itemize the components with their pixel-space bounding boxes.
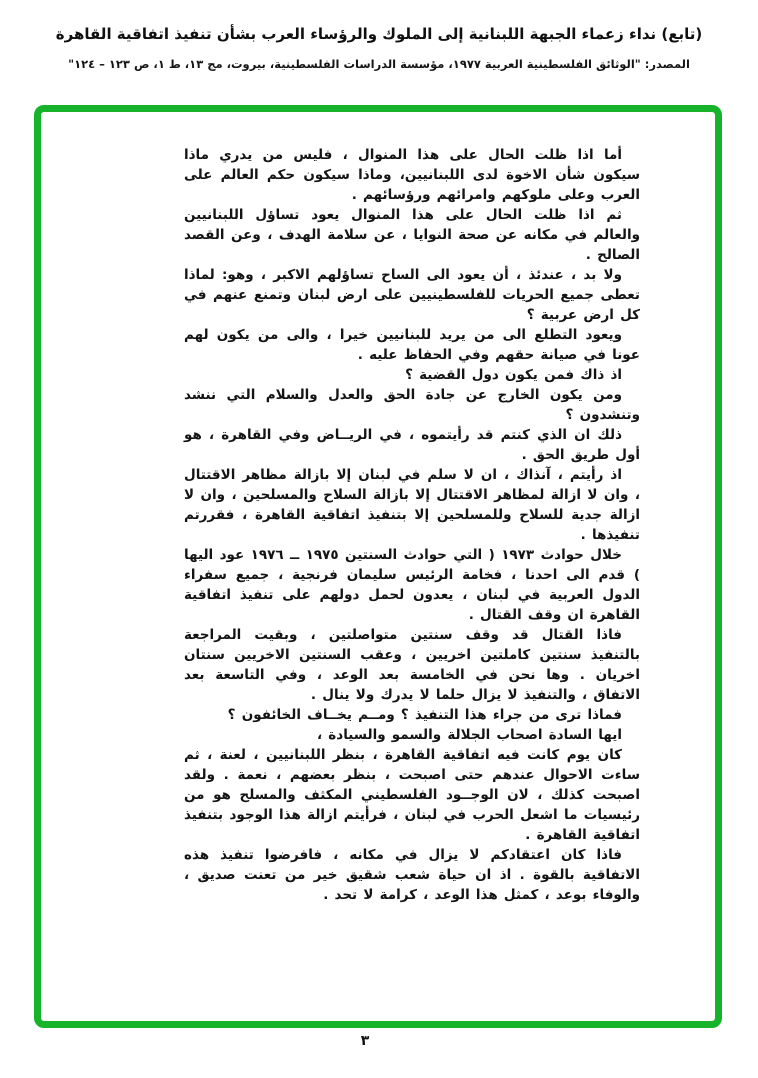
- paragraph: خلال حوادث ١٩٧٣ ( التي حوادث السنتين ١٩٧٥ ــ ١٩٧٦ عود اليها ) قدم الى احدنا ، فخامة الرئيس سليمان فرنجية ، جميع سفراء الدول العربية في لبنان ، يعدون لحمل دولهم على تنفيذ اتفاقية القاهرة ان وقف القتال .: [184, 547, 640, 623]
- paragraph: كان يوم كانت فيه اتفاقية القاهرة ، بنظر اللبنانيين ، لعنة ، ثم ساءت الاحوال عندهم حتى اصبحت ، بنظر بعضهم ، نعمة . ولقد اصبحت كذلك ، لان الوجــود الفلسطيني المكثف والمسلح هو من رئيسيات ما اشعل الحرب في لبنان ، فرأيتم ازالة هذا الوجود بتنفيذ اتفاقية القاهرة .: [184, 747, 640, 843]
- document-body-text: [184, 145, 640, 905]
- document-header: [40, 24, 718, 72]
- paragraph: ايها السادة اصحاب الجلالة والسمو والسيادة ،: [316, 727, 622, 743]
- document-title: (تابع) نداء زعماء الجبهة اللبنانية إلى الملوك والرؤساء العرب بشأن تنفيذ اتفاقية القاهرة: [55, 25, 703, 43]
- source-citation: المصدر: "الوثائق الفلسطينية العربية ١٩٧٧، مؤسسة الدراسات الفلسطينية، بيروت، مج ١٣، ط ١، ص ١٢٣ – ١٢٤": [68, 57, 690, 71]
- paragraph: فاذا كان اعتقادكم لا يزال في مكانه ، فافرضوا تنفيذ هذه الاتفاقية بالقوة . اذ ان حياة شعب شقيق خير من تعنت صديق ، والوفاء بوعد ، كمثل هذا الوعد ، كرامة لا تحد .: [184, 847, 640, 903]
- paragraph: ذلك ان الذي كنتم قد رأيتموه ، في الريــاض وفي القاهرة ، هو أول طريق الحق .: [184, 427, 640, 463]
- paragraph: فاذا القتال قد وقف سنتين متواصلتين ، وبقيت المراجعة بالتنفيذ سنتين كاملتين اخريين ، وعقب السنتين الاخريين سنتان اخريان . وها نحن في الخامسة بعد الوعد ، وفي التاسعة بعد الاتفاق ، والتنفيذ لا يزال حلما لا يدرك ولا ينال .: [184, 627, 640, 703]
- paragraph: اذ ذاك فمن يكون دول القضية ؟: [405, 367, 622, 383]
- green-border-frame: [34, 105, 722, 1028]
- paragraph: ومن يكون الخارج عن جادة الحق والعدل والسلام التي ننشد وتنشدون ؟: [184, 387, 640, 423]
- paragraph: ويعود التطلع الى من يريد للبنانيين خيرا ، والى من يكون لهم عونا في صيانة حقهم وفي الحفاظ عليه .: [184, 327, 640, 363]
- page-number: ٣: [360, 1033, 370, 1049]
- paragraph: ولا بد ، عندئذ ، أن يعود الى الساح تساؤلهم الاكبر ، وهو: لماذا تعطى جميع الحريات للفلسطينيين على ارض لبنان وتمنع عنهم في كل ارض عربية ؟: [184, 267, 640, 323]
- paragraph: ثم اذا ظلت الحال على هذا المنوال يعود تساؤل اللبنانيين والعالم في مكانه عن صحة النوايا ، عن سلامة الهدف ، وعن القصد الصالح .: [184, 207, 640, 263]
- paragraph: أما اذا ظلت الحال على هذا المنوال ، فليس من يدري ماذا سيكون شأن الاخوة لدى اللبنانيين، وماذا سيكون حكم العالم على العرب وعلى ملوكهم وامرائهم ورؤسائهم .: [184, 147, 640, 203]
- paragraph: اذ رأيتم ، آنذاك ، ان لا سلم في لبنان إلا بازالة مظاهر الاقتتال ، وان لا ازالة لمظاهر الاقتتال إلا بازالة السلاح والمسلحين ، وان لا ازالة جدية للسلاح وللمسلحين إلا بتنفيذ اتفاقية القاهرة ، فقررتم تنفيذها .: [184, 467, 640, 543]
- paragraph: فماذا ترى من جراء هذا التنفيذ ؟ ومــم يخــاف الخائفون ؟: [227, 707, 622, 723]
